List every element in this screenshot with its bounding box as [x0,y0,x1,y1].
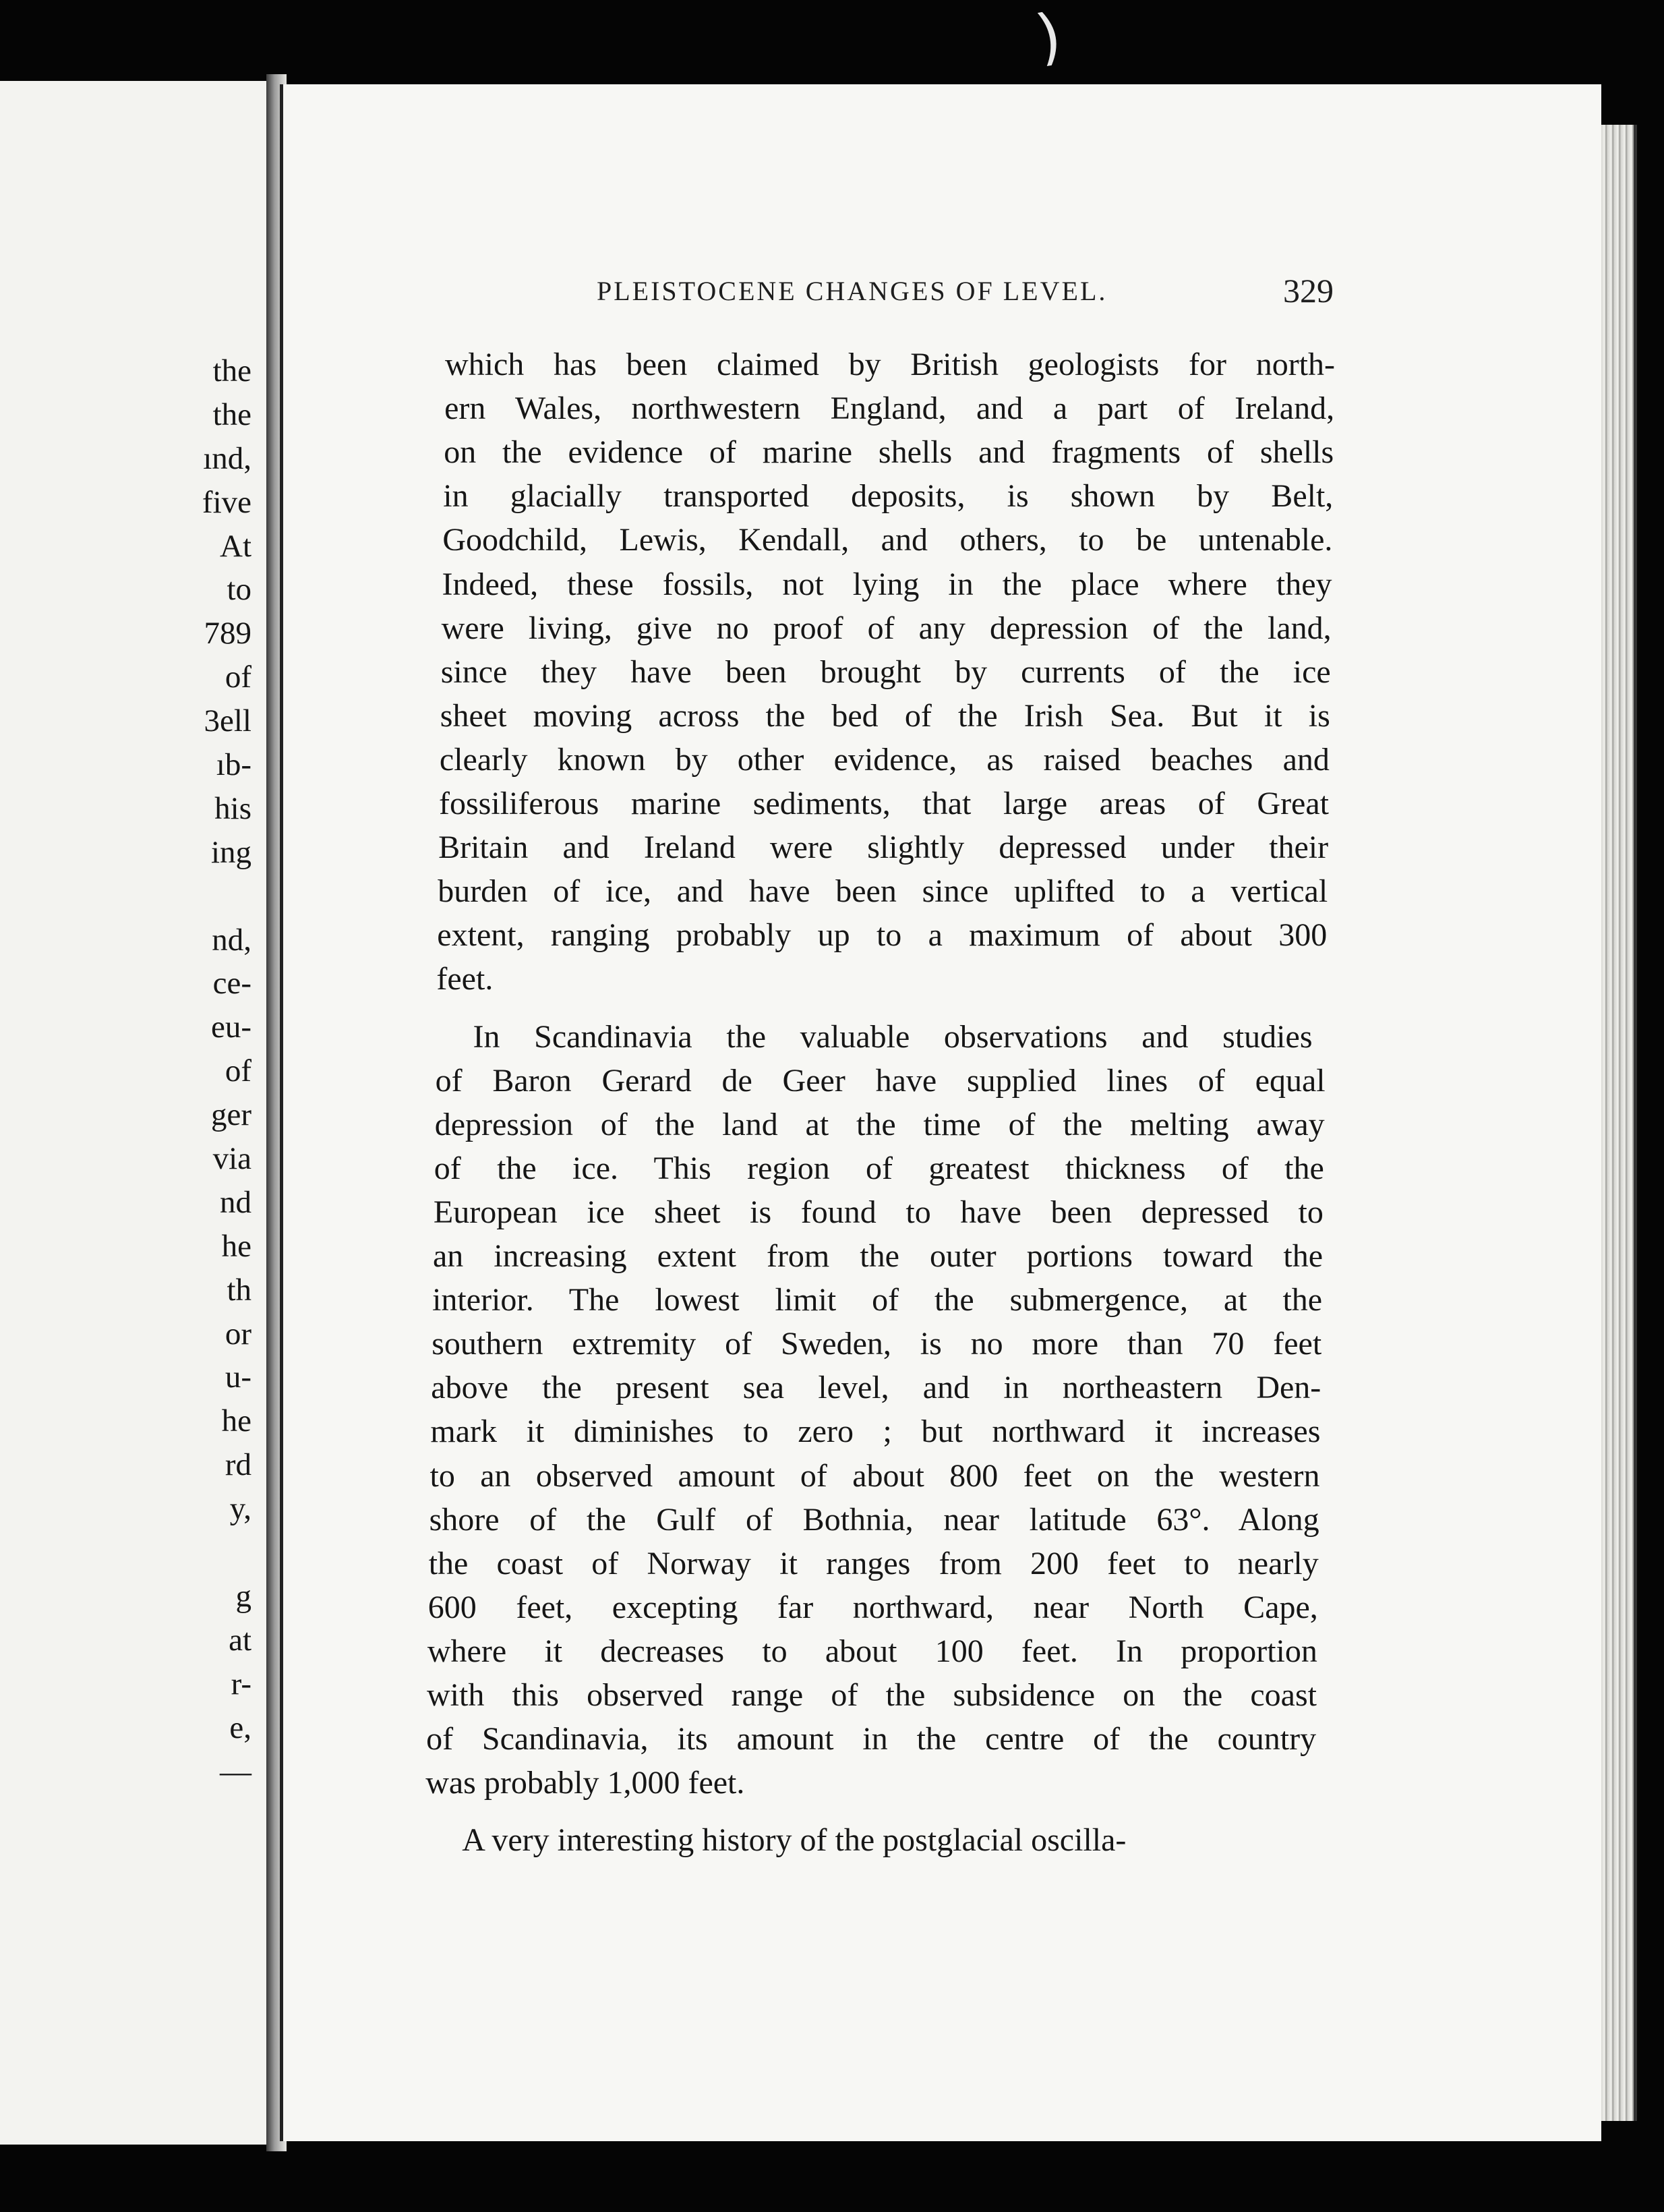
left-fragment-line: g [235,1578,251,1614]
text-line: sheet moving across the bed of the Irish Sea. But it is [440,697,1330,734]
text-line: feet. [436,961,494,997]
text-line: Goodchild, Lewis, Kendall, and others, to be untenable. [442,522,1333,558]
left-fragment-line: at [229,1622,251,1658]
text-line: to an observed amount of about 800 feet on the western [429,1457,1320,1494]
left-fragment-line: rd [225,1447,251,1483]
page-edges [1601,125,1637,2121]
text-line: above the present sea level, and in northeastern Den- [431,1370,1321,1406]
left-fragment-line: 3ell [204,703,251,739]
left-fragment-line: ıb- [216,747,251,783]
text-line: an increasing extent from the outer portions toward the [433,1238,1323,1274]
text-line: since they have been brought by currents of the ice [440,653,1331,690]
left-fragment-line: 789 [204,616,251,651]
text-line: which has been claimed by British geologists for north- [445,347,1335,382]
left-page-text-fragment [202,349,251,1793]
text-line: A very interesting history of the postglacial oscilla- [462,1822,1127,1859]
text-line: were living, give no proof of any depression of the land, [441,610,1332,646]
page-number: 329 [1283,272,1334,310]
left-fragment-line: e, [229,1710,251,1745]
text-line: depression of the land at the time of the melting away [434,1106,1325,1142]
text-line: was probably 1,000 feet. [425,1765,745,1801]
left-fragment-line: he [221,1403,251,1439]
text-line: of the ice. This region of greatest thickness of the [434,1150,1324,1186]
left-fragment-line: of [225,1053,251,1089]
scan-mark: ) [1031,0,1067,74]
left-fragment-line: via [212,1141,251,1177]
text-line: Britain and Ireland were slightly depressed under their [438,830,1329,866]
text-line: shore of the Gulf of Bothnia, near latitude 63°. Along [429,1501,1319,1538]
left-fragment-line: of [225,660,251,695]
left-fragment-line: nd, [212,922,251,958]
text-line: burden of ice, and have been since uplifted to a vertical [438,873,1328,910]
text-line: ern Wales, northwestern England, and a part of Ireland, [444,390,1335,427]
text-line: in glacially transported deposits, is shown by Belt, [443,478,1334,515]
left-fragment-line: the [212,353,251,388]
left-fragment-line: ce- [212,966,251,1001]
running-head: PLEISTOCENE CHANGES OF LEVEL. [597,276,1108,306]
text-line: In Scandinavia the valuable observations and studies [473,1018,1313,1055]
text-line: of Scandinavia, its amount in the centre of the country [426,1721,1317,1757]
text-line: where it decreases to about 100 feet. In proportion [427,1633,1317,1669]
left-fragment-line: ger [210,1097,251,1133]
left-fragment-line [202,1531,251,1575]
text-line: mark it diminishes to zero ; but northward it increases [430,1414,1321,1450]
left-fragment-line: u- [225,1360,251,1395]
left-fragment-line: At [220,528,251,564]
left-fragment-line [202,875,251,919]
text-line: clearly known by other evidence, as raised beaches and [439,741,1330,778]
text-line: European ice sheet is found to have been depressed to [433,1194,1324,1230]
left-fragment-line: r- [231,1666,251,1701]
text-line: interior. The lowest limit of the submergence, at the [432,1282,1323,1318]
left-fragment-line: nd [220,1184,251,1220]
left-fragment-line: or [225,1316,251,1351]
left-fragment-line: eu- [210,1010,251,1045]
left-fragment-line: he [221,1228,251,1264]
text-line: on the evidence of marine shells and fragments of shells [444,434,1334,471]
left-fragment-line: the [212,397,251,432]
left-fragment-line: his [214,790,251,826]
left-fragment-line: to [227,572,251,608]
text-line: fossiliferous marine sediments, that large areas of Great [439,786,1329,821]
left-fragment-line: ing [210,834,251,870]
text-line: of Baron Gerard de Geer have supplied lines of equal [435,1062,1326,1099]
text-line: extent, ranging probably up to a maximum of about 300 [437,917,1328,954]
left-fragment-line: — [220,1753,251,1789]
left-fragment-line: five [202,484,251,520]
left-facing-page [0,81,268,2145]
text-line: 600 feet, excepting far northward, near North Cape, [427,1589,1318,1625]
left-fragment-line: y, [229,1491,251,1527]
text-line: Indeed, these fossils, not lying in the place where they [442,566,1332,602]
text-line: with this observed range of the subsidence on the coast [427,1677,1317,1713]
text-line: southern extremity of Sweden, is no more than 70 feet [432,1326,1322,1362]
text-line: the coast of Norway it ranges from 200 feet to nearly [428,1545,1319,1581]
left-fragment-line: th [227,1272,251,1308]
left-fragment-line: ınd, [203,440,251,476]
